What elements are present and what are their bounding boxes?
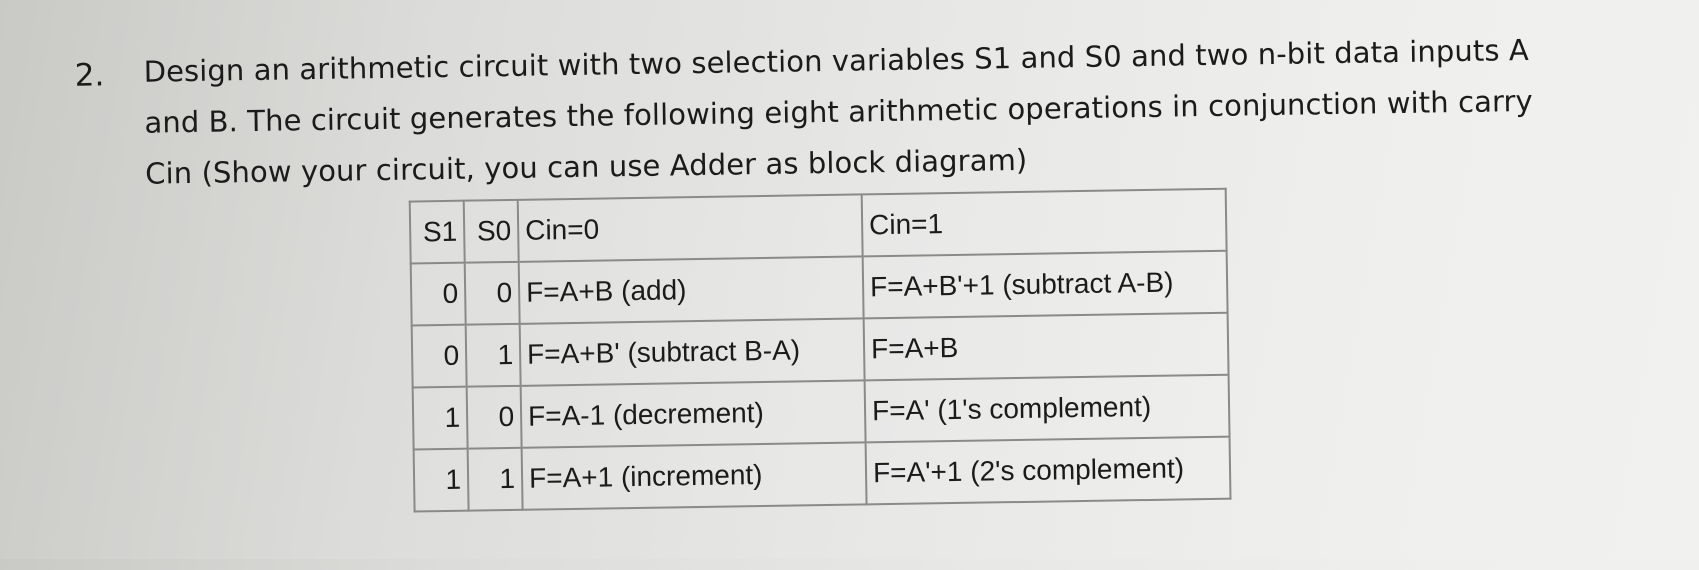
cell-s1: 1: [413, 387, 468, 450]
question-line: Design an arithmetic circuit with two selection variables S1 and S0 and two n-bit data inputs A: [143, 32, 1530, 89]
header-cin0: Cin=0: [518, 194, 863, 261]
cell-cin1: F=A+B: [864, 313, 1229, 381]
cell-s1: 1: [414, 449, 469, 512]
cell-cin1: F=A' (1's complement): [865, 375, 1230, 443]
cell-s0: 1: [468, 448, 523, 511]
question-text: [143, 25, 1545, 200]
header-s0: S0: [464, 200, 519, 263]
header-s1: S1: [410, 201, 465, 264]
question-number: 2.: [74, 57, 105, 94]
cell-cin0: F=A+1 (increment): [522, 442, 867, 509]
cell-s0: 0: [465, 262, 520, 325]
cell-s0: 1: [466, 324, 521, 387]
operations-table: [409, 188, 1232, 513]
cell-cin1: F=A'+1 (2's complement): [866, 437, 1231, 505]
question-line: and B. The circuit generates the following eight arithmetic operations in conjunction with carry: [144, 83, 1534, 140]
cell-s0: 0: [467, 386, 522, 449]
cell-cin0: F=A+B (add): [519, 256, 864, 323]
cell-cin0: F=A+B' (subtract B-A): [520, 318, 865, 385]
table-row: [414, 437, 1231, 512]
cell-cin0: F=A-1 (decrement): [521, 380, 866, 447]
header-cin1: Cin=1: [862, 189, 1227, 257]
cell-cin1: F=A+B'+1 (subtract A-B): [863, 251, 1228, 319]
question-line: Cin (Show your circuit, you can use Adder as block diagram): [144, 142, 1028, 191]
cell-s1: 0: [412, 325, 467, 388]
cell-s1: 0: [411, 263, 466, 326]
